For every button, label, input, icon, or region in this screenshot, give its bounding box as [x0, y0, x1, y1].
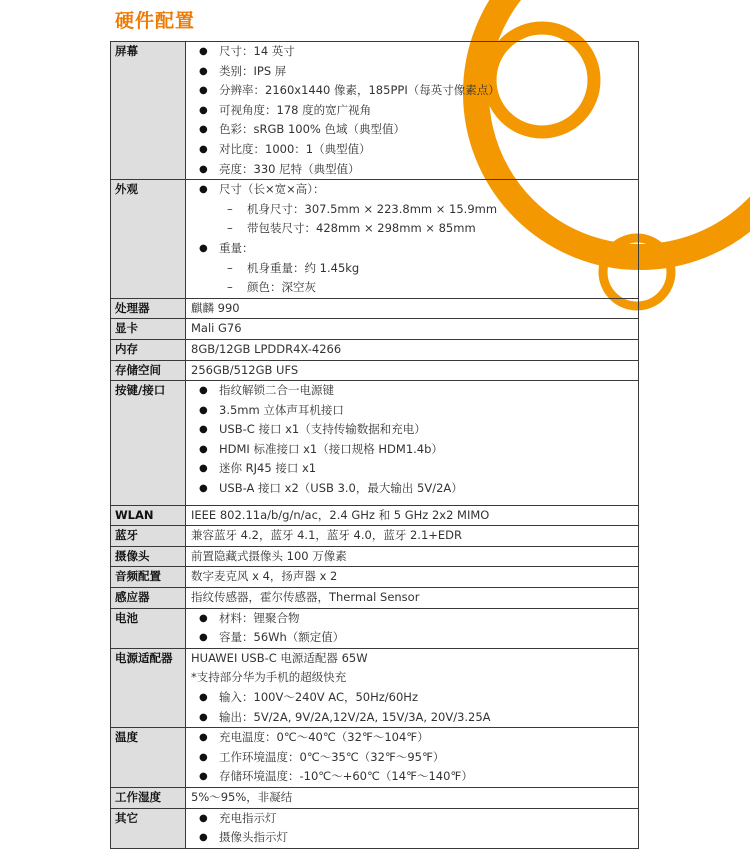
spec-value: 8GB/12GB LPDDR4X-4266 [186, 339, 639, 360]
spec-row-wlan [111, 505, 639, 526]
spec-bullet: ● 对比度：1000：1（典型值） [191, 140, 638, 160]
spec-row-storage [111, 360, 639, 381]
spec-row-other [111, 808, 639, 848]
spec-plain-line: *支持部分华为手机的超级快充 [191, 670, 347, 685]
spec-bullet: ● USB-C 接口 x1（支持传输数据和充电） [191, 420, 638, 440]
spec-value: 兼容蓝牙 4.2，蓝牙 4.1，蓝牙 4.0，蓝牙 2.1+EDR [186, 526, 639, 547]
spec-plain-line: HUAWEI USB-C 电源适配器 65W [191, 650, 368, 665]
spec-key: 蓝牙 [111, 526, 186, 547]
spec-bullet-list [191, 809, 638, 848]
spec-key: 工作湿度 [111, 787, 186, 808]
spec-bullet-list [191, 180, 638, 298]
spec-bullet: ● 输出：5V/2A, 9V/2A,12V/2A, 15V/3A, 20V/3.25A [191, 708, 638, 728]
spec-bullet-list [191, 609, 638, 648]
spec-key: 屏幕 [111, 42, 186, 180]
spec-bullet: ● 亮度：330 尼特（典型值） [191, 160, 638, 180]
spec-row-bluetooth [111, 526, 639, 547]
spec-bullet: ● 分辨率：2160x1440 像素，185PPI（每英寸像素点） [191, 81, 638, 101]
spec-bullet-list [191, 381, 638, 499]
spec-value: 5%～95%，非凝结 [186, 787, 639, 808]
spec-key: 按键/接口 [111, 381, 186, 506]
spec-sub-item: – 带包装尺寸：428mm × 298mm × 85mm [191, 219, 638, 239]
spec-row-audio [111, 567, 639, 588]
spec-bullet: ● USB-A 接口 x2（USB 3.0，最大输出 5V/2A） [191, 479, 638, 499]
spec-bullet: ● 类别：IPS 屏 [191, 62, 638, 82]
spec-bullet: ● 材料：锂聚合物 [191, 609, 638, 629]
spec-bullet: ● 3.5mm 立体声耳机接口 [191, 401, 638, 421]
spec-value: IEEE 802.11a/b/g/n/ac，2.4 GHz 和 5 GHz 2x2 MIMO [186, 505, 639, 526]
spec-bullet-list [191, 42, 638, 179]
spec-key: WLAN [111, 505, 186, 526]
spec-row-ports [111, 381, 639, 506]
spec-sub-item: – 机身重量：约 1.45kg [191, 259, 638, 279]
spec-bullet-list [191, 649, 638, 727]
spec-row-gpu [111, 319, 639, 340]
spec-row-adapter [111, 648, 639, 727]
spec-key: 电池 [111, 608, 186, 648]
spec-key: 外观 [111, 180, 186, 299]
spec-value: 数字麦克风 x 4，扬声器 x 2 [186, 567, 639, 588]
spec-row-screen [111, 42, 639, 180]
spec-bullet: ● 输入：100V～240V AC，50Hz/60Hz [191, 688, 638, 708]
spec-bullet: ● 可视角度：178 度的宽广视角 [191, 101, 638, 121]
spec-row-camera [111, 546, 639, 567]
spec-bullet: ● 重量： [191, 239, 638, 259]
spec-key: 摄像头 [111, 546, 186, 567]
spec-key: 处理器 [111, 298, 186, 319]
spec-row-temperature [111, 728, 639, 788]
spec-value: 256GB/512GB UFS [186, 360, 639, 381]
spec-bullet: ● HDMI 标准接口 x1（接口规格 HDM1.4b） [191, 440, 638, 460]
spec-value: Mali G76 [186, 319, 639, 340]
spec-row-sensors [111, 588, 639, 609]
spec-bullet: ● 迷你 RJ45 接口 x1 [191, 459, 638, 479]
spec-bullet: ● 充电指示灯 [191, 809, 638, 829]
spec-key: 音频配置 [111, 567, 186, 588]
spec-row-battery [111, 608, 639, 648]
spec-sub-item: – 颜色：深空灰 [191, 278, 638, 298]
spec-bullet: ● 容量：56Wh（额定值） [191, 628, 638, 648]
spec-key: 温度 [111, 728, 186, 788]
spec-sub-item: – 机身尺寸：307.5mm × 223.8mm × 15.9mm [191, 200, 638, 220]
spec-bullet: ● 工作环境温度：0℃～35℃（32℉～95℉） [191, 748, 638, 768]
spec-bullet: ● 尺寸：14 英寸 [191, 42, 638, 62]
spec-value: 前置隐藏式摄像头 100 万像素 [186, 546, 639, 567]
spec-bullet-list [191, 728, 638, 787]
spec-row-humidity [111, 787, 639, 808]
spec-value: 麒麟 990 [186, 298, 639, 319]
spec-bullet: ● 摄像头指示灯 [191, 828, 638, 848]
spec-bullet: ● 色彩：sRGB 100% 色域（典型值） [191, 120, 638, 140]
spec-value: 指纹传感器，霍尔传感器，Thermal Sensor [186, 588, 639, 609]
spec-bullet: ● 存储环境温度：-10℃～+60℃（14℉～140℉） [191, 767, 638, 787]
spec-row-cpu [111, 298, 639, 319]
spec-bullet: ● 充电温度：0℃～40℃（32℉～104℉） [191, 728, 638, 748]
spec-key: 内存 [111, 339, 186, 360]
spec-key: 其它 [111, 808, 186, 848]
spec-key: 存储空间 [111, 360, 186, 381]
spec-bullet: ● 尺寸（长×宽×高）： [191, 180, 638, 200]
page-title: 硬件配置 [115, 10, 196, 32]
spec-bullet: ● 指纹解锁二合一电源键 [191, 381, 638, 401]
spec-key: 电源适配器 [111, 648, 186, 727]
spec-key: 显卡 [111, 319, 186, 340]
spec-key: 感应器 [111, 588, 186, 609]
spec-row-appearance [111, 180, 639, 299]
spec-row-memory [111, 339, 639, 360]
spec-table [110, 41, 639, 849]
